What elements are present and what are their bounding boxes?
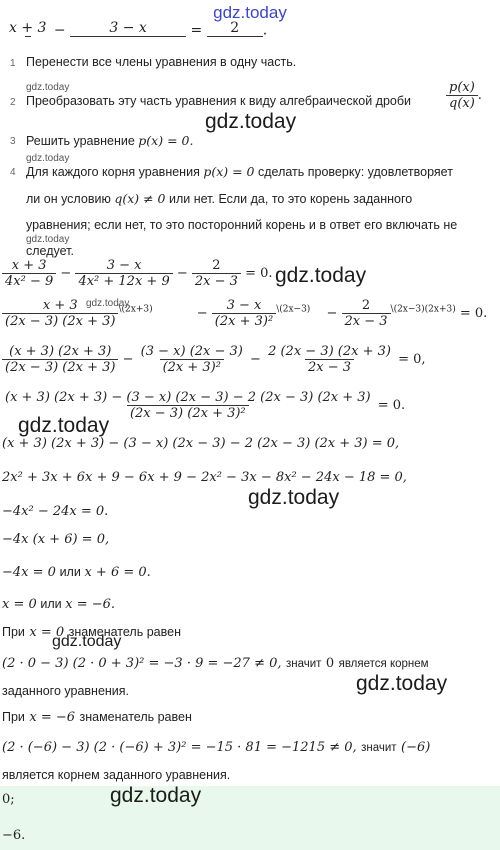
answer-1: 0; xyxy=(2,792,15,807)
watermark-small: gdz.today xyxy=(86,298,130,309)
equation-1: $\frac{x + 3}{\text{4x² − 9}}$ − $\frac{3 - x}{\text{4x² + 12x + 9}}$ − $\frac{2}{2x - 3}$ = 0. xyxy=(2,258,273,289)
step-number-4: 4 xyxy=(10,167,16,178)
top-minus: − xyxy=(53,22,66,39)
watermark: gdz.today xyxy=(110,784,202,807)
solution-line-3: −4x² − 24x = 0. xyxy=(2,504,109,519)
or-line-2: x = 0 или x = −6. xyxy=(2,597,116,612)
step-text-4-line3: уравнения; если нет, то это посторонний корень и в ответ его включать не xyxy=(26,218,458,232)
top-eq: = xyxy=(190,22,203,39)
step-number-2: 2 xyxy=(10,97,16,108)
watermark: gdz.today xyxy=(248,486,340,509)
top-frac2-num: 3 − x xyxy=(109,20,147,36)
solution-line-4: −4x (x + 6) = 0, xyxy=(2,532,110,547)
top-equation: x + 3 − 3 − x = 2 . xyxy=(6,20,267,41)
watermark-top: gdz.today xyxy=(213,3,287,22)
watermark: gdz.today xyxy=(18,414,110,437)
top-frac1-num: x + 3 xyxy=(9,20,47,36)
answer-box xyxy=(0,786,500,850)
step3-math: p(x) = 0. xyxy=(138,133,194,148)
step-number-1: 1 xyxy=(10,58,16,69)
solution-line-2: 2x² + 3x + 6x + 9 − 6x + 9 − 2x² − 3x − 8x² − 24x − 18 = 0, xyxy=(2,470,407,485)
equation-2: $\frac{x + 3}{(2x - 3) (2x + 3)}$ $^{\backslash(2x+3)}$ − $\frac{3 - x}{\text{(2x + 3)²}}$ $^{\backslash(2x-3)}$ − $\frac{2}{2x - 3}$ $^{\backslash(2x-3)(2x+3)}$ = 0. xyxy=(2,298,487,329)
top-frac3-num: 2 xyxy=(230,20,240,36)
step-number-3: 3 xyxy=(10,136,16,147)
check-1-header: При x = 0 знаменатель равен xyxy=(2,625,181,640)
or-line-1: −4x = 0 или x + 6 = 0. xyxy=(2,565,151,580)
step2-frac-den: q(x) xyxy=(446,95,478,111)
watermark-small: gdz.today xyxy=(26,82,70,93)
step-text-4-line4: следует. xyxy=(26,244,74,258)
watermark-small: gdz.today xyxy=(26,234,70,245)
step2-fraction: $\frac{p(x)}{q(x)}$ . xyxy=(446,80,482,111)
step-text-4-line1: Для каждого корня уравнения p(x) = 0 сделать проверку: удовлетворяет xyxy=(26,164,453,179)
watermark: gdz.today xyxy=(356,672,448,695)
step-text-2: Преобразовать эту часть уравнения к виду алгебраической дроби xyxy=(26,94,411,108)
check-1-expression: (2 · 0 − 3) (2 · 0 + 3)² = −3 · 9 = −27 ≠ 0, значит 0 является корнем xyxy=(2,656,429,671)
watermark: gdz.today xyxy=(205,110,297,133)
equation-4: $\frac{(x + 3) (2x + 3) - (3 - x) (2x - 3) - 2 (2x - 3) (2x + 3)}{\text{(2x − 3) (2x + 3)²}}$ = 0. xyxy=(5,390,406,421)
check-2-header: При x = −6 знаменатель равен xyxy=(2,710,192,725)
check-2-expression: (2 · (−6) − 3) (2 · (−6) + 3)² = −15 · 81 = −1215 ≠ 0, значит (−6) xyxy=(2,740,431,755)
solution-line-1: (x + 3) (2x + 3) − (3 − x) (2x − 3) − 2 (2x − 3) (2x + 3) = 0, xyxy=(2,436,400,451)
check-2-conclusion: является корнем заданного уравнения. xyxy=(2,768,231,782)
watermark: gdz.today xyxy=(52,633,122,650)
equation-3: $\frac{(x + 3) (2x + 3)}{(2x - 3) (2x + 3)}$ − $\frac{(3 - x) (2x - 3)}{\text{(2x + 3)²}}$ − $\frac{2 (2x - 3) (2x + 3)}{2x - 3}$ = 0, xyxy=(2,344,426,375)
watermark: gdz.today xyxy=(275,264,367,287)
step-text-1: Перенести все члены уравнения в одну часть. xyxy=(26,55,297,69)
check-1-conclusion: заданного уравнения. xyxy=(2,684,130,698)
step-text-4-line2: ли он условию q(x) ≠ 0 или нет. Если да, то это корень заданного xyxy=(26,191,413,206)
step2-frac-num: p(x) xyxy=(449,80,475,95)
step-text-3: Решить уравнение p(x) = 0. xyxy=(26,133,194,148)
watermark-small: gdz.today xyxy=(26,153,70,164)
answer-2: −6. xyxy=(2,828,26,843)
